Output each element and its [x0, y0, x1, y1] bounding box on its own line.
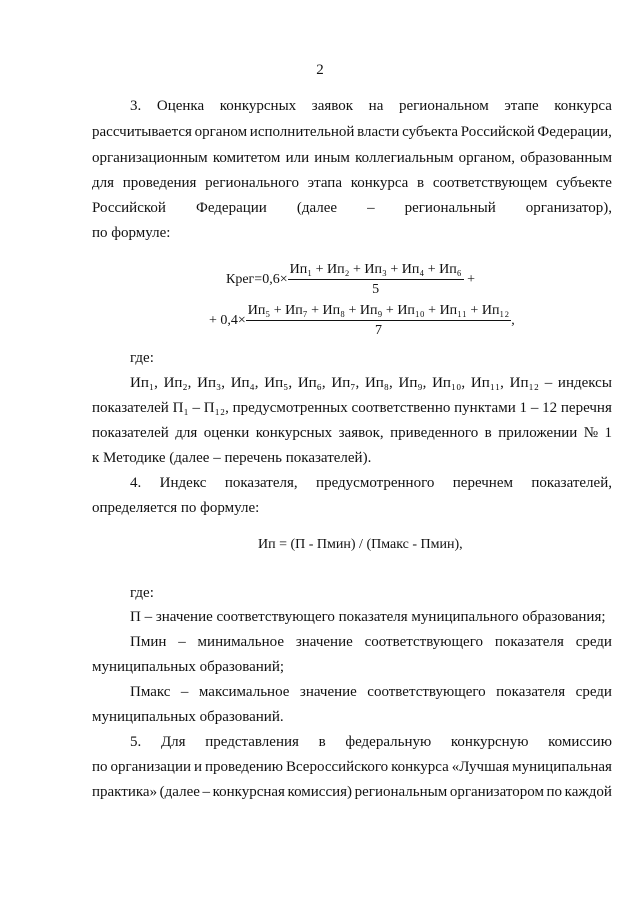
word: –: [530, 400, 539, 416]
word: 1: [519, 400, 528, 416]
word: в: [318, 734, 326, 750]
word: Ип₂,: [163, 375, 192, 391]
formula-index: Ип = (П - Пмин) / (Пмакс - Пмин),: [258, 537, 463, 552]
indices-line-3: [92, 422, 612, 444]
word: власти: [357, 124, 400, 140]
word: субъекта: [402, 124, 459, 140]
word: Индекс: [159, 475, 207, 491]
where-label-1: где:: [130, 350, 154, 366]
definition-pmin-line-2: муниципальных образований;: [92, 659, 285, 675]
word: минимальное: [197, 634, 284, 650]
word: соответствующем: [432, 175, 548, 191]
word: П₁₂,: [203, 400, 229, 416]
formula-coefficient-1: 0,6×: [262, 272, 288, 288]
word: субъекте: [556, 175, 612, 191]
word: №: [583, 425, 599, 441]
formula-coefficient-2: + 0,4×: [209, 313, 246, 329]
word: в: [417, 175, 425, 191]
word: 1: [604, 425, 612, 441]
word: показателя: [496, 684, 566, 700]
formula-fraction-2: [246, 303, 511, 339]
formula-comma: ,: [511, 313, 515, 329]
word: предусмотренного: [316, 475, 435, 491]
word: индексы: [557, 375, 612, 391]
formula-equals: =: [254, 272, 263, 288]
word: по: [92, 759, 108, 775]
word: перечня: [560, 400, 612, 416]
word: 3.: [130, 98, 142, 114]
definition-pmin-line-1: [92, 631, 612, 653]
word: проведения: [122, 175, 197, 191]
word: Всероссийского: [285, 759, 389, 775]
word: 4.: [130, 475, 142, 491]
word: федеральную: [345, 734, 432, 750]
word: конкурсную: [450, 734, 529, 750]
word: заявок: [311, 98, 354, 114]
paragraph-3-line-3: [92, 147, 612, 169]
word: оценки: [203, 425, 250, 441]
word: приложении: [498, 425, 578, 441]
word: Ип₁,: [130, 375, 158, 391]
word: –: [178, 634, 186, 650]
word: значение: [299, 684, 357, 700]
word: 5.: [130, 734, 142, 750]
word: –: [192, 400, 200, 416]
word: этапе: [504, 98, 539, 114]
word: Ип₈,: [364, 375, 393, 391]
word: 12: [542, 400, 558, 416]
word: и: [193, 759, 202, 775]
paragraph-3-line-6: по формуле:: [92, 225, 171, 241]
paragraph-5-line-3: [92, 781, 612, 803]
word: –: [544, 375, 553, 391]
word: –: [180, 684, 189, 700]
definition-p: П – значение соответствующего показателя муниципального образования;: [130, 609, 606, 625]
word: показателей: [92, 400, 169, 416]
word: комитетом: [212, 150, 281, 166]
word: (далее: [296, 200, 338, 216]
word: регионального: [205, 175, 299, 191]
word: конкурса: [554, 98, 612, 114]
word: каждой: [564, 784, 612, 800]
where-label-2: где:: [130, 585, 154, 601]
word: органом: [194, 124, 248, 140]
formula-plus: +: [467, 272, 476, 288]
word: показателей,: [531, 475, 612, 491]
word: в: [484, 425, 492, 441]
word: проведению: [204, 759, 283, 775]
word: для: [92, 175, 115, 191]
word: П₁: [172, 400, 189, 416]
word: Ип₄,: [230, 375, 259, 391]
word: Ип₁₀,: [432, 375, 466, 391]
word: Ип₅,: [264, 375, 293, 391]
word: коллегиальным: [355, 150, 454, 166]
fraction-2-denominator: 7: [375, 323, 382, 338]
word: конкурса: [391, 759, 449, 775]
paragraph-3-line-2: [92, 121, 612, 143]
word: представления: [205, 734, 299, 750]
word: Ип₆,: [297, 375, 326, 391]
indices-line-1: [92, 372, 612, 394]
word: организатором: [449, 784, 544, 800]
word: «Лучшая: [451, 759, 510, 775]
word: региональном: [398, 98, 489, 114]
word: Российской: [92, 200, 166, 216]
formula-fraction-1: [288, 262, 464, 298]
word: максимальное: [198, 684, 290, 700]
word: Ип₇,: [331, 375, 360, 391]
word: показателей: [92, 425, 169, 441]
definition-pmax-line-2: муниципальных образований.: [92, 709, 284, 725]
word: региональный: [404, 200, 496, 216]
indices-line-2: [92, 397, 612, 419]
word: Для: [160, 734, 186, 750]
word: приведенного: [390, 425, 479, 441]
word: Российской: [460, 124, 535, 140]
word: Пмакс: [130, 684, 171, 700]
word: конкурса: [350, 175, 409, 191]
word: по: [546, 784, 563, 800]
paragraph-3-line-1: [92, 95, 612, 117]
word: –: [367, 200, 375, 216]
word: Оценка: [156, 98, 205, 114]
word: значение: [295, 634, 353, 650]
paragraph-5-line-1: [92, 731, 612, 753]
word: Ип₁₂: [509, 375, 539, 391]
word: образованным: [520, 150, 612, 166]
word: Ип₃,: [197, 375, 225, 391]
word: организатор),: [525, 200, 612, 216]
word: предусмотренных: [232, 400, 348, 416]
word: иным: [314, 150, 350, 166]
formula-kreg-line-2: [209, 303, 515, 339]
word: рассчитывается: [92, 124, 192, 140]
paragraph-5-line-2: [92, 756, 612, 778]
word: Федерации: [195, 200, 267, 216]
word: этапа: [307, 175, 342, 191]
word: комиссию: [548, 734, 612, 750]
word: организации: [110, 759, 192, 775]
word: практика»: [92, 784, 158, 800]
word: или: [285, 150, 310, 166]
paragraph-4-line-2: определяется по формуле:: [92, 500, 260, 516]
word: (далее: [159, 784, 200, 800]
word: конкурсных: [219, 98, 297, 114]
word: показателя: [494, 634, 564, 650]
word: организационным: [92, 150, 208, 166]
word: среди: [575, 634, 612, 650]
paragraph-3-line-4: [92, 172, 612, 194]
word: Пмин: [130, 634, 167, 650]
paragraph-4-line-1: [92, 472, 612, 494]
fraction-1-denominator: 5: [372, 282, 380, 297]
word: Федерации,: [537, 124, 612, 140]
word: показателя,: [224, 475, 298, 491]
word: –: [202, 784, 210, 800]
word: среди: [575, 684, 612, 700]
word: муниципальная: [512, 759, 612, 775]
word: комиссия): [287, 784, 353, 800]
page-number: 2: [316, 62, 324, 78]
word: пунктами: [454, 400, 516, 416]
formula-lhs: Крег: [226, 272, 255, 288]
definition-pmax-line-1: [92, 681, 612, 703]
word: Ип₁₁,: [470, 375, 504, 391]
fraction-2-numerator: Ип₅ + Ип₇ + Ип₈ + Ип₉ + Ип₁₀ + Ип₁₁ + Ип₁₂: [246, 303, 511, 321]
word: перечнем: [452, 475, 513, 491]
formula-kreg-line-1: [226, 262, 475, 298]
word: на: [368, 98, 384, 114]
word: заявок,: [338, 425, 384, 441]
word: Ип₉,: [398, 375, 427, 391]
word: для: [175, 425, 198, 441]
word: исполнительной: [249, 124, 355, 140]
paragraph-3-line-5: [92, 197, 612, 219]
indices-line-4: к Методике (далее – перечень показателей).: [92, 450, 372, 466]
word: региональным: [354, 784, 448, 800]
word: конкурсных: [255, 425, 333, 441]
word: соответствующего: [367, 684, 486, 700]
word: соответственно: [351, 400, 451, 416]
fraction-1-numerator: Ип₁ + Ип₂ + Ип₃ + Ип₄ + Ип₆: [288, 262, 464, 280]
word: конкурсная: [212, 784, 285, 800]
word: соответствующего: [364, 634, 483, 650]
word: органом,: [458, 150, 515, 166]
